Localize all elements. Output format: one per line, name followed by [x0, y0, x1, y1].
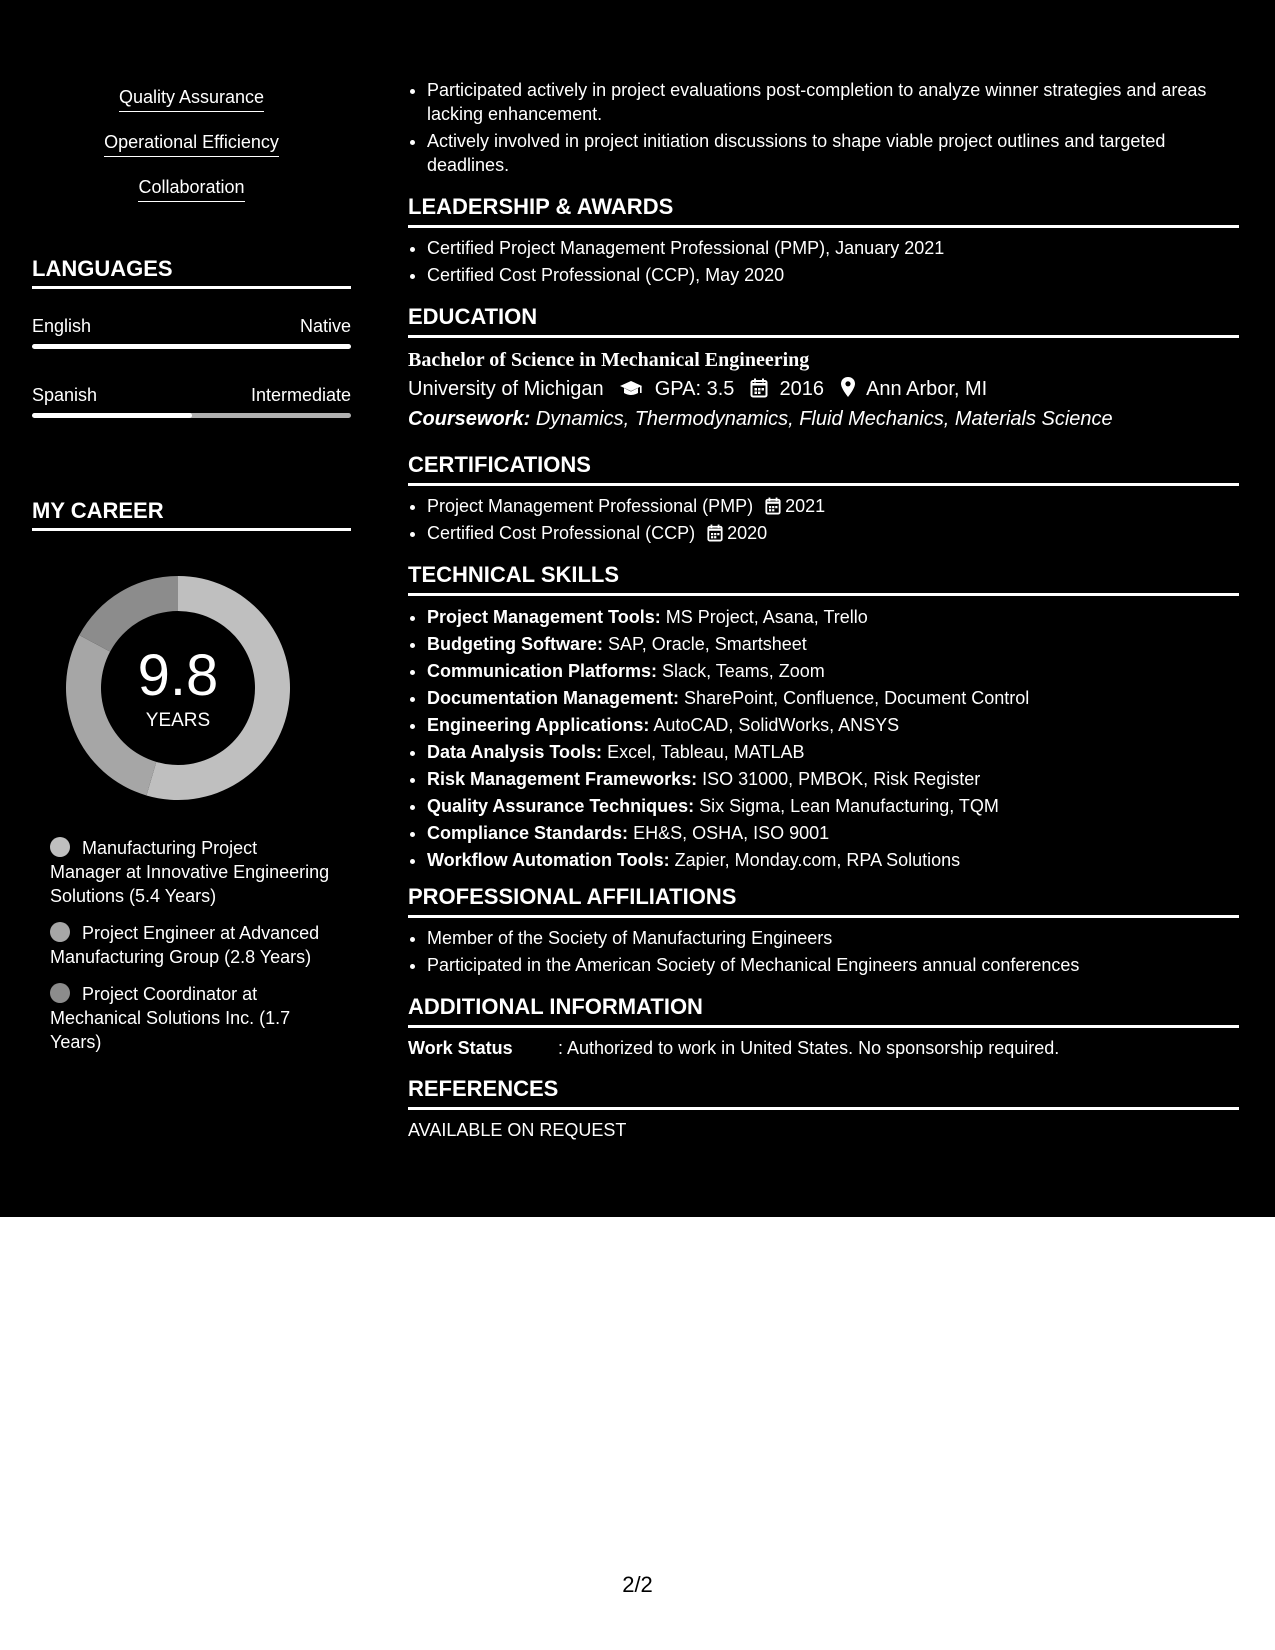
education-location: Ann Arbor, MI — [866, 378, 988, 400]
skill-label: Risk Management Frameworks: — [427, 769, 698, 789]
coursework-list: Dynamics, Thermodynamics, Fluid Mechanics, Materials Science — [535, 408, 1113, 430]
skill-value: AutoCAD, SolidWorks, ANSYS — [653, 715, 900, 735]
language-row — [32, 384, 351, 406]
skill-label: Project Management Tools: — [427, 607, 661, 627]
career-item-text: Project Engineer at Advanced Manufacturing Group (2.8 Years) — [50, 923, 320, 967]
technical-skills-list — [408, 604, 1239, 874]
affiliation-item: • Participated in the American Society of Mechanical Engineers annual conferences — [427, 953, 1239, 977]
skill-tag: Quality Assurance — [119, 86, 264, 112]
certification-name: Certified Cost Professional (CCP) — [427, 523, 696, 543]
skill-value: Six Sigma, Lean Manufacturing, TQM — [699, 796, 999, 816]
legend-dot — [50, 922, 70, 942]
certifications-title: CERTIFICATIONS — [408, 452, 1239, 486]
education-gpa: GPA: 3.5 — [654, 378, 735, 400]
skill-label: Budgeting Software: — [427, 634, 603, 654]
language-proficiency-fill — [32, 344, 351, 349]
language-row — [32, 315, 351, 337]
legend-dot — [50, 837, 70, 857]
education-title: EDUCATION — [408, 304, 1239, 338]
calendar-icon — [765, 497, 781, 515]
leadership-title: LEADERSHIP & AWARDS — [408, 194, 1239, 228]
education-degree: Bachelor of Science in Mechanical Engineering — [408, 349, 810, 371]
language-level: Native — [299, 316, 351, 336]
calendar-icon — [707, 524, 723, 542]
skill-label: Documentation Management: — [427, 688, 680, 708]
skill-value: SAP, Oracle, Smartsheet — [608, 634, 807, 654]
skill-label: Workflow Automation Tools: — [427, 850, 670, 870]
affiliations-list — [408, 926, 1239, 977]
language-proficiency-bar — [32, 344, 351, 349]
certification-name: Project Management Professional (PMP) — [427, 496, 754, 516]
career-item — [50, 921, 330, 969]
experience-bullet: • Participated actively in project evaluations post-completion to analyze winner strategies and areas lacking enhancement. — [427, 78, 1239, 126]
career-title: MY CAREER — [32, 498, 351, 531]
language-name: English — [32, 316, 92, 336]
certifications-list — [408, 494, 1239, 545]
leadership-item: • Certified Cost Professional (CCP), May 2020 — [427, 263, 1239, 287]
legend-dot — [50, 983, 70, 1003]
career-total-unit: YEARS — [145, 710, 211, 731]
skill-label: Data Analysis Tools: — [427, 742, 603, 762]
language-level: Intermediate — [250, 385, 351, 405]
technical-skill-item — [427, 604, 1239, 631]
calendar-icon — [750, 378, 768, 398]
certification-item — [427, 494, 1239, 518]
leadership-list — [408, 236, 1239, 287]
certification-item — [427, 521, 1239, 545]
affiliation-item: • Member of the Society of Manufacturing Engineers — [427, 926, 1239, 950]
skill-value: ISO 31000, PMBOK, Risk Register — [702, 769, 981, 789]
skill-value: Zapier, Monday.com, RPA Solutions — [674, 850, 961, 870]
technical-skill-item — [427, 793, 1239, 820]
work-status-label: Work Status — [408, 1038, 513, 1058]
education-school: University of Michigan — [408, 378, 604, 400]
affiliations-title: PROFESSIONAL AFFILIATIONS — [408, 884, 1239, 918]
education-meta — [408, 374, 1239, 404]
work-status-row — [408, 1036, 1239, 1060]
skill-value: Slack, Teams, Zoom — [662, 661, 825, 681]
languages-title: LANGUAGES — [32, 256, 351, 289]
skill-label: Compliance Standards: — [427, 823, 629, 843]
skill-value: MS Project, Asana, Trello — [665, 607, 868, 627]
skill-tag: Operational Efficiency — [104, 131, 279, 157]
career-item — [50, 982, 330, 1054]
language-proficiency-bar — [32, 413, 351, 418]
career-total — [66, 576, 290, 800]
skill-value: EH&S, OSHA, ISO 9001 — [633, 823, 830, 843]
references-text: AVAILABLE ON REQUEST — [408, 1120, 627, 1140]
career-item-text: Project Coordinator at Mechanical Solutions Inc. (1.7 Years) — [50, 984, 291, 1052]
technical-skill-item — [427, 739, 1239, 766]
main-content — [408, 78, 1239, 1142]
technical-skill-item — [427, 847, 1239, 874]
page-number: 2/2 — [622, 1572, 653, 1597]
skill-label: Engineering Applications: — [427, 715, 650, 735]
career-item — [50, 836, 330, 908]
technical-skill-item — [427, 631, 1239, 658]
skill-value: Excel, Tableau, MATLAB — [607, 742, 805, 762]
technical-skill-item — [427, 766, 1239, 793]
certification-year: 2021 — [785, 496, 826, 516]
education-coursework — [408, 404, 1239, 434]
language-proficiency-fill — [32, 413, 192, 418]
career-item-text: Manufacturing Project Manager at Innovative Engineering Solutions (5.4 Years) — [50, 838, 330, 906]
coursework-label: Coursework: — [408, 408, 531, 430]
map-pin-icon — [840, 376, 856, 398]
leadership-item: • Certified Project Management Professional (PMP), January 2021 — [427, 236, 1239, 260]
experience-bullets — [408, 78, 1239, 177]
skill-tags — [32, 86, 351, 221]
technical-skill-item — [427, 685, 1239, 712]
skill-value: SharePoint, Confluence, Document Control — [684, 688, 1030, 708]
experience-bullet: • Actively involved in project initiation discussions to shape viable project outlines and targeted deadlines. — [427, 129, 1239, 177]
education-year: 2016 — [779, 378, 825, 400]
skill-label: Quality Assurance Techniques: — [427, 796, 695, 816]
skill-tag: Collaboration — [138, 176, 244, 202]
career-total-value: 9.8 — [137, 643, 219, 708]
technical-skill-item — [427, 820, 1239, 847]
additional-info-title: ADDITIONAL INFORMATION — [408, 994, 1239, 1028]
technical-skill-item — [427, 658, 1239, 685]
language-name: Spanish — [32, 385, 98, 405]
work-status-value: : Authorized to work in United States. No sponsorship required. — [558, 1038, 1060, 1058]
graduation-cap-icon — [619, 380, 643, 398]
skill-label: Communication Platforms: — [427, 661, 658, 681]
references-title: REFERENCES — [408, 1076, 1239, 1110]
technical-skill-item — [427, 712, 1239, 739]
certification-year: 2020 — [727, 523, 768, 543]
career-list — [50, 836, 330, 1067]
technical-skills-title: TECHNICAL SKILLS — [408, 562, 1239, 596]
